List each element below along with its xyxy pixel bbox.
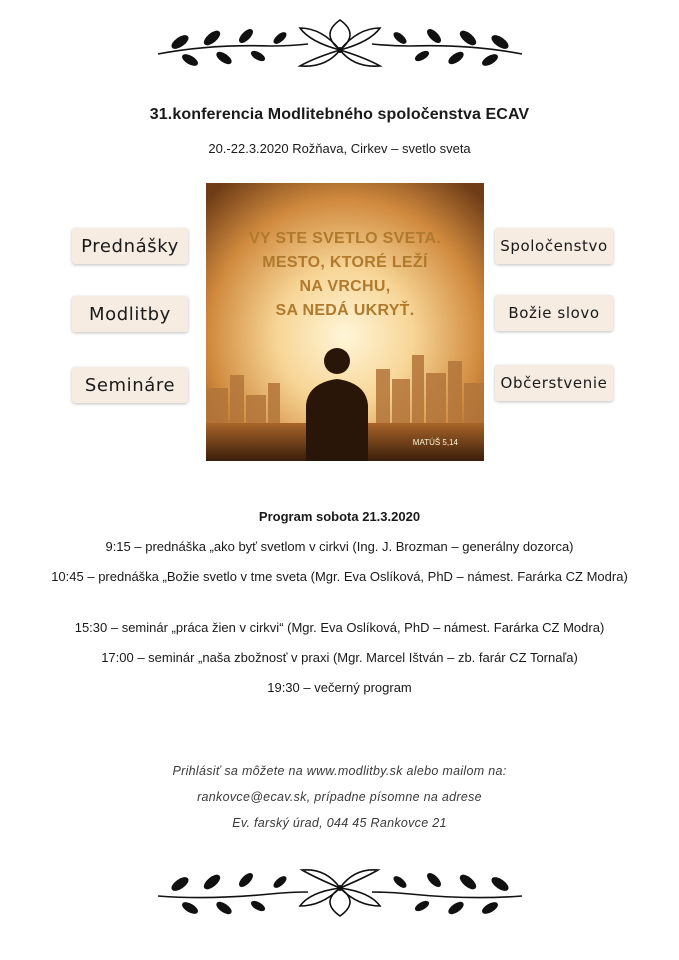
verse-line: VY STE SVETLO SVETA.: [248, 230, 442, 247]
verse-reference: MATÚŠ 5,14: [412, 438, 458, 447]
program-item: 10:45 – prednáška „Božie svetlo v tme sveta (Mgr. Eva Oslíková, PhD – námest. Farárka CZ Modra): [51, 569, 628, 584]
tag-bozie-slovo: Božie slovo: [495, 295, 613, 331]
program-item: 9:15 – prednáška „ako byť svetlom v cirkvi (Ing. J. Brozman – generálny dozorca): [105, 539, 574, 554]
program-title: Program sobota 21.3.2020: [258, 509, 421, 524]
tag-spolocenstvo: Spoločenstvo: [495, 228, 613, 264]
conference-title: 31.konferencia Modlitebného spoločenstva ECAV: [149, 106, 530, 123]
contact-line-email: rankovce@ecav.sk, prípadne písomne na adrese: [197, 790, 482, 804]
tag-seminare: Semináre: [72, 367, 188, 403]
tag-obcerstvenie: Občerstvenie: [495, 365, 613, 401]
program-item: 19:30 – večerný program: [267, 680, 412, 695]
bible-verse-text: [206, 227, 484, 323]
contact-line-registration: Prihlásiť sa môžete na www.modlitby.sk alebo mailom na:: [172, 764, 507, 778]
program-item: 17:00 – seminár „naša zbožnosť v praxi (Mgr. Marcel Ištván – zb. farár CZ Tornaľa): [101, 650, 578, 665]
conference-subtitle: 20.-22.3.2020 Rožňava, Cirkev – svetlo sveta: [208, 141, 471, 156]
verse-line: SA NEDÁ UKRYŤ.: [275, 302, 415, 319]
contact-line-address: Ev. farský úrad, 044 45 Rankovce 21: [232, 816, 447, 830]
floral-ornament-top: [150, 14, 530, 70]
verse-line: MESTO, KTORÉ LEŽÍ: [262, 254, 428, 271]
tag-modlitby: Modlitby: [72, 296, 188, 332]
program-item: 15:30 – seminár „práca žien v cirkvi“ (Mgr. Eva Oslíková, PhD – námest. Farárka CZ Modra): [74, 620, 605, 635]
tag-prednasky: Prednášky: [72, 228, 188, 264]
verse-line: NA VRCHU,: [299, 278, 391, 295]
floral-ornament-bottom: [150, 866, 530, 922]
poster-image: [206, 183, 484, 461]
